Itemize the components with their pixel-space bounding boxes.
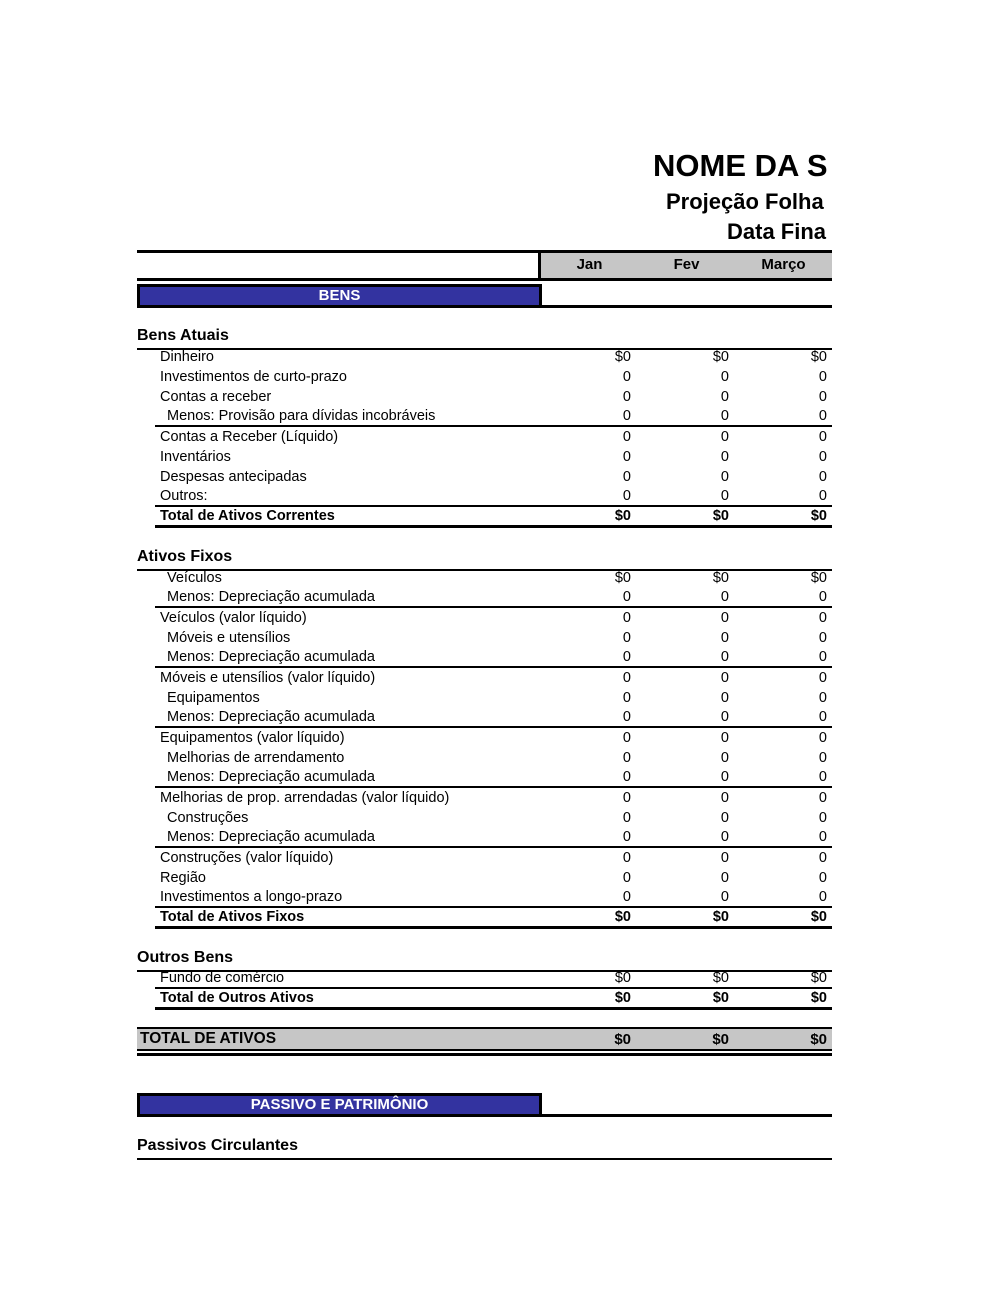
table-row <box>155 708 832 728</box>
table-row <box>155 487 832 507</box>
row-value-jan: 0 <box>622 649 631 665</box>
total-assets-label: TOTAL DE ATIVOS <box>140 1030 277 1047</box>
row-value-marco: 0 <box>818 870 827 886</box>
table-row <box>155 969 832 989</box>
row-value-marco: 0 <box>818 730 827 746</box>
row-label: Total de Outros Ativos <box>160 990 314 1006</box>
date-line: Data Fina <box>727 219 827 244</box>
table-row <box>155 407 832 427</box>
table-row <box>155 568 832 588</box>
row-label: Veículos (valor líquido) <box>160 610 307 626</box>
row-label: Menos: Depreciação acumulada <box>167 769 375 785</box>
row-value-jan: 0 <box>622 870 631 886</box>
total-assets-jan: $0 <box>614 1030 631 1048</box>
total-assets-fev: $0 <box>712 1030 729 1048</box>
row-value-fev: 0 <box>720 449 729 465</box>
row-label: Menos: Depreciação acumulada <box>167 589 375 605</box>
row-label: Investimentos a longo-prazo <box>160 889 343 905</box>
row-value-marco: $0 <box>810 349 827 365</box>
row-value-jan: 0 <box>622 408 631 424</box>
table-row <box>155 908 832 929</box>
row-value-jan: 0 <box>622 829 631 845</box>
row-value-jan: 0 <box>622 488 631 504</box>
row-label: Inventários <box>160 449 231 465</box>
row-value-marco: 0 <box>818 769 827 785</box>
row-value-marco: $0 <box>810 508 827 524</box>
table-row <box>155 588 832 608</box>
row-value-marco: 0 <box>818 589 827 605</box>
row-label: Construções <box>167 810 249 826</box>
row-value-fev: 0 <box>720 610 729 626</box>
row-value-marco: 0 <box>818 389 827 405</box>
row-value-jan: 0 <box>622 690 631 706</box>
other-assets-heading: Outros Bens <box>137 949 832 972</box>
row-value-fev: 0 <box>720 829 729 845</box>
total-assets-double-rule <box>137 1053 832 1056</box>
row-value-jan: 0 <box>622 790 631 806</box>
assets-section-bar: BENS <box>137 284 542 308</box>
row-value-jan: 0 <box>622 589 631 605</box>
row-value-marco: 0 <box>818 829 827 845</box>
assets-section-bar-row <box>137 284 832 308</box>
row-value-jan: 0 <box>622 769 631 785</box>
table-row <box>155 848 832 868</box>
row-label: Investimentos de curto-prazo <box>160 369 347 385</box>
row-value-fev: 0 <box>720 730 729 746</box>
row-value-fev: 0 <box>720 389 729 405</box>
row-value-jan: 0 <box>622 630 631 646</box>
row-label: Melhorias de arrendamento <box>167 750 345 766</box>
row-label: Veículos <box>167 570 222 586</box>
table-row <box>155 347 832 367</box>
table-row <box>155 688 832 708</box>
row-value-fev: 0 <box>720 670 729 686</box>
row-value-fev: 0 <box>720 709 729 725</box>
current-assets-rows <box>155 347 832 528</box>
row-label: Equipamentos (valor líquido) <box>160 730 345 746</box>
table-row <box>155 367 832 387</box>
row-value-marco: 0 <box>818 449 827 465</box>
row-value-marco: 0 <box>818 630 827 646</box>
row-label: Dinheiro <box>160 349 214 365</box>
table-row <box>155 628 832 648</box>
row-value-jan: $0 <box>614 508 631 524</box>
row-value-jan: 0 <box>622 429 631 445</box>
row-value-fev: $0 <box>712 570 729 586</box>
row-value-jan: $0 <box>614 349 631 365</box>
document-area <box>137 0 832 1290</box>
row-value-jan: 0 <box>622 709 631 725</box>
table-row <box>155 989 832 1010</box>
row-label: Região <box>160 870 206 886</box>
table-row <box>155 748 832 768</box>
table-row <box>155 788 832 808</box>
table-row <box>155 387 832 407</box>
row-value-fev: 0 <box>720 429 729 445</box>
row-label: Menos: Provisão para dívidas incobráveis <box>167 408 436 424</box>
row-label: Despesas antecipadas <box>160 469 307 485</box>
row-label: Fundo de comércio <box>160 970 285 986</box>
row-value-jan: 0 <box>622 610 631 626</box>
row-value-jan: 0 <box>622 730 631 746</box>
column-header-marco: Março <box>761 256 806 273</box>
row-value-marco: 0 <box>818 649 827 665</box>
row-value-marco: 0 <box>818 850 827 866</box>
row-label: Menos: Depreciação acumulada <box>167 709 375 725</box>
row-label: Outros: <box>160 488 208 504</box>
row-value-jan: 0 <box>622 810 631 826</box>
table-row <box>155 768 832 788</box>
table-row <box>155 828 832 848</box>
row-label: Total de Ativos Fixos <box>160 909 305 925</box>
table-row <box>155 808 832 828</box>
row-value-marco: 0 <box>818 610 827 626</box>
row-value-jan: $0 <box>614 570 631 586</box>
sheet-subtitle: Projeção Folha <box>666 189 824 214</box>
total-assets-row <box>137 1027 832 1051</box>
liabilities-bar-right-rule <box>542 1114 832 1117</box>
row-value-marco: 0 <box>818 790 827 806</box>
assets-bar-right-rule <box>542 305 832 308</box>
row-value-jan: 0 <box>622 449 631 465</box>
row-label: Móveis e utensílios <box>167 630 291 646</box>
table-row <box>155 467 832 487</box>
row-value-marco: 0 <box>818 810 827 826</box>
row-value-marco: 0 <box>818 369 827 385</box>
table-row <box>155 668 832 688</box>
company-name-title: NOME DA S <box>653 148 828 183</box>
row-value-fev: 0 <box>720 690 729 706</box>
row-value-fev: 0 <box>720 589 729 605</box>
row-value-jan: 0 <box>622 889 631 905</box>
row-value-fev: 0 <box>720 790 729 806</box>
row-value-fev: $0 <box>712 508 729 524</box>
row-value-fev: 0 <box>720 750 729 766</box>
row-value-marco: $0 <box>810 570 827 586</box>
row-value-marco: $0 <box>810 909 827 925</box>
row-value-marco: 0 <box>818 670 827 686</box>
table-row <box>155 507 832 528</box>
row-value-fev: 0 <box>720 810 729 826</box>
current-assets-heading: Bens Atuais <box>137 327 832 350</box>
row-value-jan: 0 <box>622 850 631 866</box>
row-value-fev: 0 <box>720 850 729 866</box>
row-label: Menos: Depreciação acumulada <box>167 649 375 665</box>
table-row <box>155 728 832 748</box>
row-label: Menos: Depreciação acumulada <box>167 829 375 845</box>
total-assets-marco: $0 <box>810 1030 827 1048</box>
row-value-jan: $0 <box>614 990 631 1006</box>
table-row <box>155 888 832 908</box>
table-row <box>155 868 832 888</box>
table-row <box>155 447 832 467</box>
row-value-fev: $0 <box>712 349 729 365</box>
column-header-fev: Fev <box>673 256 700 273</box>
row-value-fev: 0 <box>720 369 729 385</box>
row-label: Móveis e utensílios (valor líquido) <box>160 670 376 686</box>
row-value-fev: $0 <box>712 970 729 986</box>
liabilities-section-bar: PASSIVO E PATRIMÔNIO <box>137 1093 542 1117</box>
row-value-jan: $0 <box>614 909 631 925</box>
row-value-fev: 0 <box>720 870 729 886</box>
row-value-jan: 0 <box>622 670 631 686</box>
row-value-marco: 0 <box>818 429 827 445</box>
row-value-fev: 0 <box>720 889 729 905</box>
row-label: Contas a receber <box>160 389 272 405</box>
row-label: Equipamentos <box>167 690 260 706</box>
row-value-fev: 0 <box>720 630 729 646</box>
row-value-jan: 0 <box>622 389 631 405</box>
fixed-assets-heading: Ativos Fixos <box>137 548 832 571</box>
row-value-marco: 0 <box>818 750 827 766</box>
row-value-marco: 0 <box>818 690 827 706</box>
table-row <box>155 427 832 447</box>
fixed-assets-rows <box>155 568 832 929</box>
row-value-fev: $0 <box>712 909 729 925</box>
row-label: Contas a Receber (Líquido) <box>160 429 339 445</box>
month-header-row <box>137 250 832 281</box>
row-value-marco: 0 <box>818 488 827 504</box>
row-value-marco: 0 <box>818 408 827 424</box>
table-row <box>155 608 832 628</box>
current-liabilities-heading: Passivos Circulantes <box>137 1137 832 1160</box>
row-label: Total de Ativos Correntes <box>160 508 335 524</box>
row-value-marco: 0 <box>818 469 827 485</box>
row-value-marco: 0 <box>818 889 827 905</box>
row-value-fev: 0 <box>720 769 729 785</box>
row-label: Melhorias de prop. arrendadas (valor líquido) <box>160 790 450 806</box>
row-value-jan: 0 <box>622 750 631 766</box>
row-value-marco: $0 <box>810 970 827 986</box>
other-assets-rows <box>155 969 832 1010</box>
row-value-fev: 0 <box>720 649 729 665</box>
row-value-marco: $0 <box>810 990 827 1006</box>
month-header-cells <box>538 253 832 278</box>
row-value-marco: 0 <box>818 709 827 725</box>
liabilities-section-bar-row <box>137 1093 832 1117</box>
row-value-jan: 0 <box>622 469 631 485</box>
row-value-jan: $0 <box>614 970 631 986</box>
row-label: Construções (valor líquido) <box>160 850 334 866</box>
row-value-fev: $0 <box>712 990 729 1006</box>
row-value-fev: 0 <box>720 469 729 485</box>
row-value-fev: 0 <box>720 408 729 424</box>
row-value-fev: 0 <box>720 488 729 504</box>
row-value-jan: 0 <box>622 369 631 385</box>
table-row <box>155 648 832 668</box>
column-header-jan: Jan <box>576 256 603 273</box>
